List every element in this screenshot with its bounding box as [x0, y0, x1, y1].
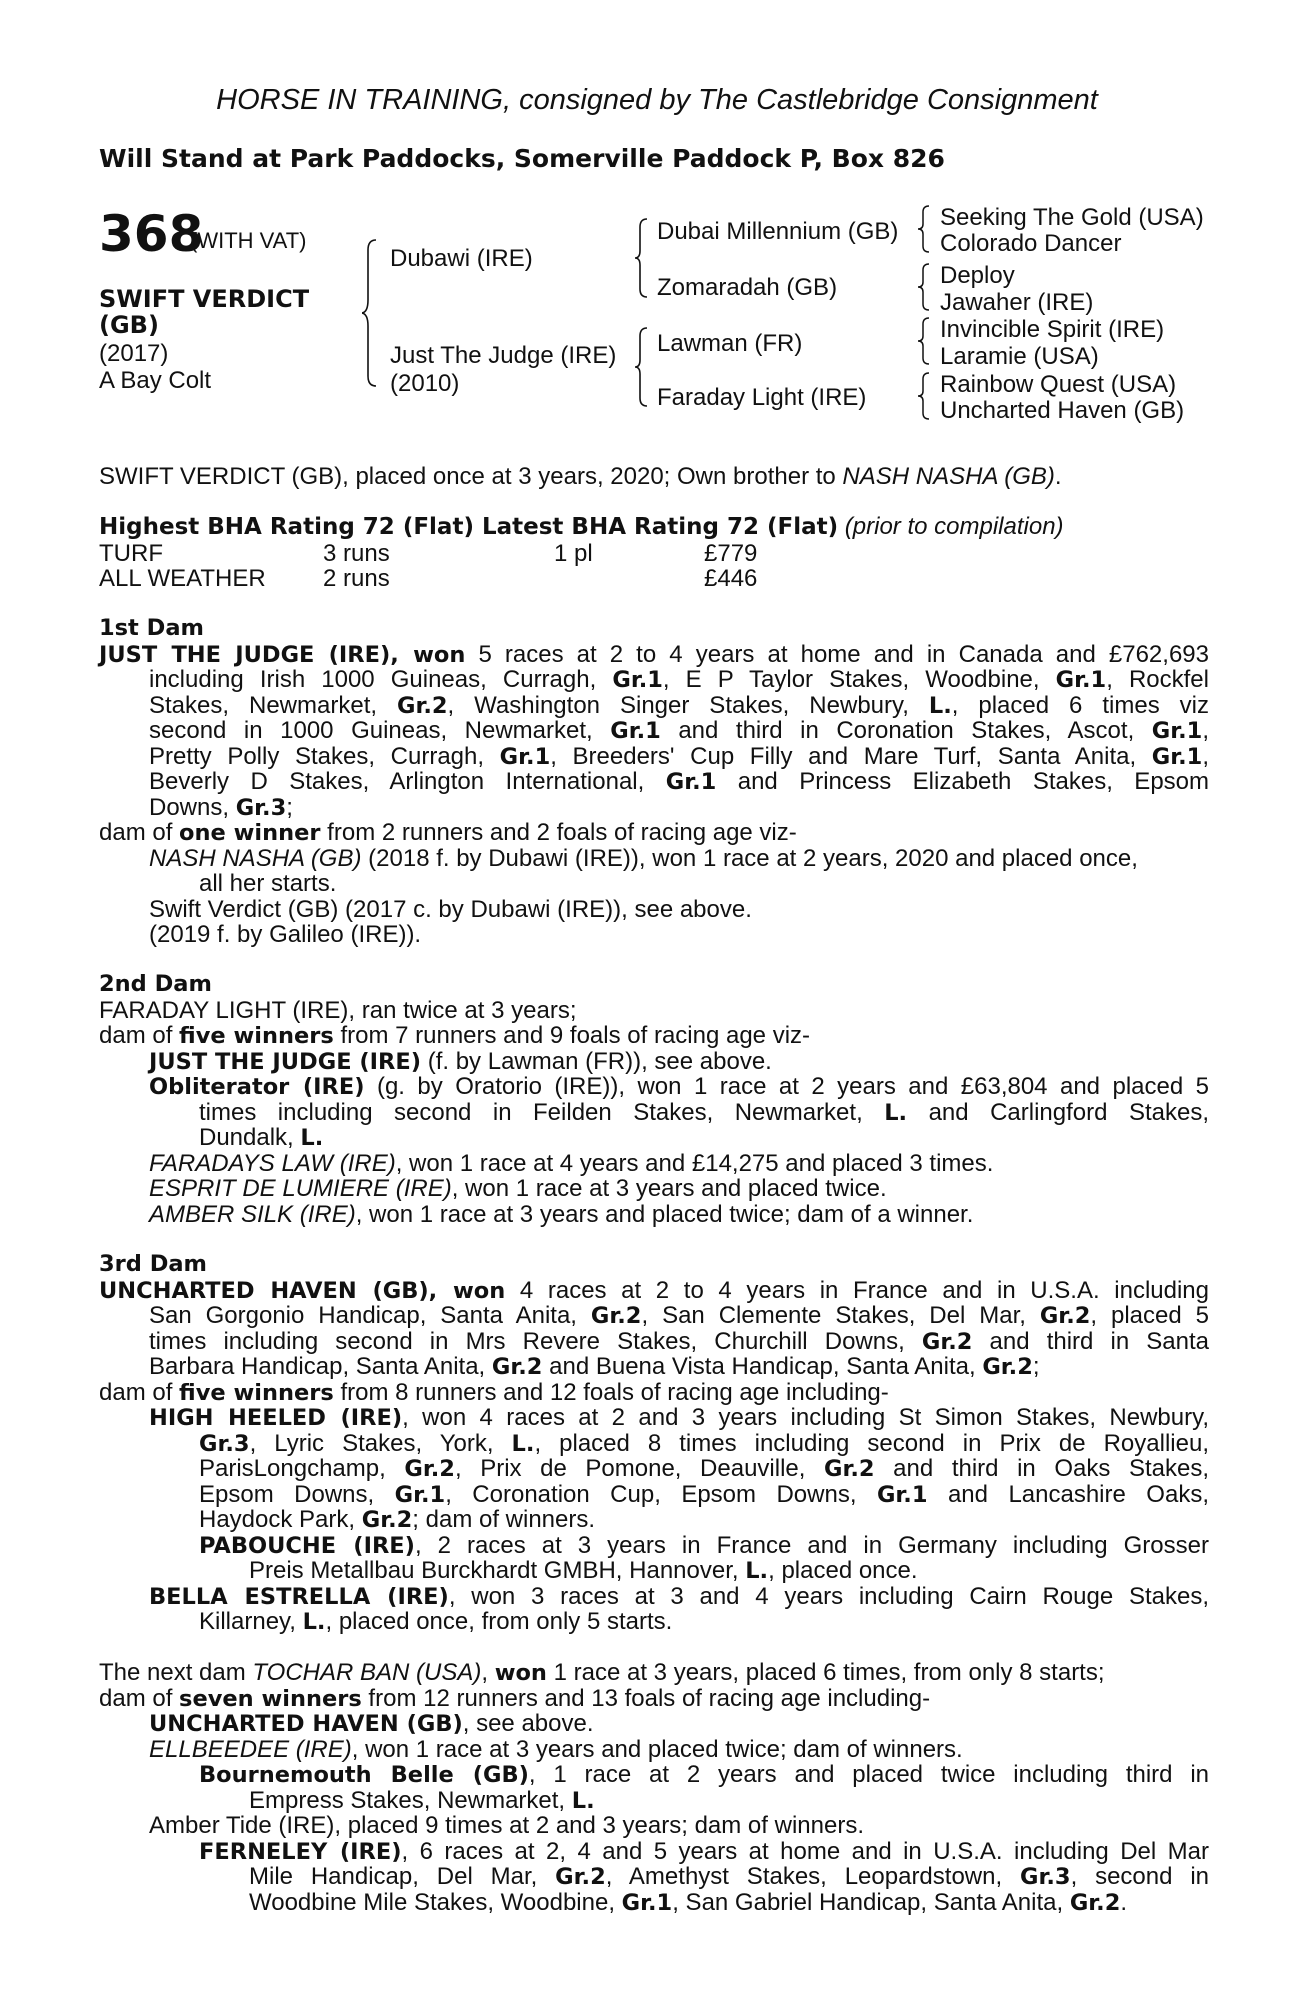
- text-span: L.: [884, 1099, 908, 1126]
- pedigree-dam-year: (2010): [390, 370, 460, 397]
- pedigree-g2: Colorado Dancer: [940, 230, 1122, 257]
- text-line: [99, 1533, 1209, 1559]
- text-span: 4 races at 2 to 4 years in France and in U.S.A. including: [505, 1276, 1209, 1304]
- text-line: [99, 1431, 1209, 1457]
- text-line: Swift Verdict (GB) (2017 c. by Dubawi (IRE)), see above.: [149, 895, 752, 923]
- rating-prize-turf: £779: [704, 540, 758, 567]
- text-span: Gr.1: [499, 743, 551, 770]
- horse-year: (2017): [99, 340, 169, 367]
- text-line: [99, 769, 1209, 795]
- horse-name-line2: (GB): [99, 311, 159, 339]
- text-span: Beverly D Stakes, Arlington International,: [149, 768, 666, 795]
- text-line: [99, 1354, 1209, 1380]
- text-span: San Gorgonio Handicap, Santa Anita,: [149, 1302, 591, 1329]
- text-span: , won 1 race at 3 years and placed twice.: [451, 1175, 887, 1202]
- text-span: Gr.2: [590, 1303, 642, 1329]
- rating-surface-aw: ALL WEATHER: [99, 565, 266, 592]
- text-span: , won 1 race at 3 years and placed twice; dam of a winner.: [355, 1200, 974, 1228]
- pedigree-brace-g1: [918, 204, 932, 254]
- pedigree-brace-dam: [635, 326, 651, 408]
- pedigree-g1: Seeking The Gold (USA): [940, 204, 1204, 231]
- first-dam-section: [99, 616, 1209, 948]
- text-span: Gr.1: [665, 769, 717, 795]
- text-span: Gr.3: [1020, 1864, 1071, 1890]
- text-line: [99, 1278, 1209, 1304]
- text-span: , won 3 races at 3 and 4 years including Cairn Rouge Stakes,: [448, 1582, 1209, 1610]
- text-span: from 8 runners and 12 foals of racing age including-: [333, 1378, 889, 1406]
- text-span: Gr.1: [612, 667, 663, 693]
- text-span: , Lyric Stakes, York,: [249, 1429, 512, 1457]
- text-span: L.: [300, 1125, 324, 1151]
- pedigree-sire: Dubawi (IRE): [390, 245, 533, 272]
- horse-name-line1: SWIFT VERDICT: [99, 285, 310, 313]
- text-span: AMBER SILK (IRE): [149, 1200, 356, 1228]
- text-span: , Coronation Cup, Epsom Downs,: [445, 1480, 877, 1508]
- text-span: , Breeders' Cup Filly and Mare Turf, Santa Anita,: [550, 742, 1152, 770]
- text-span: HIGH HEELED (IRE): [149, 1405, 403, 1431]
- text-span: Gr.2: [824, 1456, 875, 1482]
- text-span: L.: [745, 1558, 769, 1584]
- text-span: times including second in Feilden Stakes, Newmarket,: [199, 1098, 885, 1126]
- text-span: (prior to compilation): [844, 513, 1064, 540]
- text-span: Gr.2: [1039, 1303, 1091, 1329]
- text-span: (g. by Oratorio (IRE)), won 1 race at 2 years and £63,804 and placed 5: [364, 1073, 1209, 1100]
- text-span: 1 race at 3 years, placed 6 times, from only 8 starts;: [546, 1659, 1105, 1686]
- text-span: won: [494, 1660, 547, 1686]
- text-line: [99, 1405, 1209, 1431]
- text-span: Preis Metallbau Burckhardt GMBH, Hannover,: [249, 1557, 746, 1584]
- text-span: dam of: [99, 1378, 180, 1406]
- text-span: from 7 runners and 9 foals of racing age viz-: [333, 1022, 811, 1049]
- text-span: Gr.2: [491, 1354, 543, 1380]
- text-line: [99, 1125, 1209, 1151]
- text-span: Gr.3: [235, 794, 287, 821]
- text-span: ESPRIT DE LUMIERE (IRE): [149, 1175, 452, 1202]
- text-span: Gr.1: [876, 1481, 928, 1508]
- text-span: dam of: [99, 819, 180, 846]
- text-span: ,: [1202, 717, 1210, 744]
- text-line: [99, 1303, 1209, 1329]
- text-line: [99, 1100, 1209, 1126]
- rating-surface-turf: TURF: [99, 540, 163, 567]
- pedigree-brace-g2: [918, 262, 932, 312]
- text-span: Epsom Downs,: [199, 1480, 395, 1508]
- pedigree-sire-sire: Dubai Millennium (GB): [657, 218, 899, 245]
- text-span: and Princess Elizabeth Stakes, Epsom: [716, 768, 1209, 795]
- text-span: ; dam of winners.: [412, 1506, 596, 1533]
- text-span: , placed 5: [1090, 1302, 1209, 1329]
- text-span: ;: [1032, 1353, 1040, 1380]
- text-span: including Irish 1000 Guineas, Curragh,: [149, 666, 613, 693]
- text-span: Woodbine Mile Stakes, Woodbine,: [249, 1888, 622, 1916]
- text-span: 5 races at 2 to 4 years at home and in Canada and £762,693: [465, 640, 1209, 668]
- text-span: , 2 races at 3 years in France and in Germany including Grosser: [414, 1531, 1209, 1559]
- pedigree-g7: Rainbow Quest (USA): [940, 371, 1177, 398]
- text-line: [99, 1482, 1209, 1508]
- pedigree-dam-sire: Lawman (FR): [657, 330, 803, 357]
- text-span: Gr.2: [404, 1456, 455, 1482]
- text-span: Barbara Handicap, Santa Anita,: [149, 1353, 492, 1380]
- text-span: SWIFT VERDICT (GB), placed once at 3 years, 2020; Own brother to: [99, 463, 843, 490]
- text-span: , 6 races at 2, 4 and 5 years at home and in U.S.A. including Del Mar: [401, 1837, 1209, 1865]
- third-dam-section: [99, 1252, 1209, 1635]
- text-span: , Washington Singer Stakes, Newbury,: [447, 691, 929, 719]
- text-line: [99, 1329, 1209, 1355]
- text-span: and Buena Vista Handicap, Santa Anita,: [542, 1353, 983, 1380]
- text-line: [99, 1609, 1209, 1635]
- text-span: Stakes, Newmarket,: [149, 691, 397, 719]
- text-line: [99, 1023, 1209, 1049]
- rating-prize-aw: £446: [704, 565, 758, 592]
- text-line: FARADAY LIGHT (IRE), ran twice at 3 years;: [99, 996, 577, 1024]
- text-span: NASH NASHA (GB): [149, 844, 362, 872]
- text-span: Gr.2: [361, 1507, 413, 1533]
- text-span: , Rockfel: [1106, 666, 1209, 693]
- stand-location: Will Stand at Park Paddocks, Somerville Paddock P, Box 826: [99, 144, 945, 173]
- text-line: [99, 1507, 1209, 1533]
- pedigree-dam-dam: Faraday Light (IRE): [657, 384, 867, 411]
- text-span: The next dam: [99, 1659, 253, 1686]
- text-span: five winners: [179, 1023, 334, 1049]
- text-span: Gr.1: [610, 718, 661, 744]
- text-span: Haydock Park,: [199, 1506, 362, 1533]
- section-heading: 1st Dam: [99, 615, 204, 641]
- text-line: [99, 693, 1209, 719]
- text-line: [99, 1074, 1209, 1100]
- text-span: , see above.: [462, 1710, 594, 1737]
- text-span: FARADAYS LAW (IRE): [149, 1149, 396, 1177]
- text-span: , San Gabriel Handicap, Santa Anita,: [672, 1888, 1070, 1916]
- text-span: , won 1 race at 3 years and placed twice; dam of winners.: [351, 1735, 963, 1763]
- text-span: from 2 runners and 2 foals of racing age viz-: [320, 819, 797, 846]
- pedigree-brace-g3: [918, 316, 932, 366]
- summary-line: [99, 464, 1062, 490]
- text-span: , placed 8 times including second in Prix de Royallieu,: [534, 1429, 1209, 1457]
- rating-placed-turf: 1 pl: [554, 540, 593, 567]
- text-span: Dundalk,: [199, 1124, 301, 1151]
- text-line: Amber Tide (IRE), placed 9 times at 2 and 3 years; dam of winners.: [149, 1812, 864, 1839]
- text-span: JUST THE JUDGE (IRE): [149, 1048, 422, 1075]
- rating-runs-turf: 3 runs: [323, 540, 390, 567]
- text-span: ,: [1202, 742, 1210, 770]
- second-dam-section: [99, 972, 1209, 1227]
- pedigree-g8: Uncharted Haven (GB): [940, 397, 1185, 424]
- text-line: [99, 1711, 1209, 1737]
- horse-name: [99, 286, 329, 338]
- text-span: five winners: [179, 1379, 334, 1406]
- text-line: [99, 642, 1209, 668]
- page-title: HORSE IN TRAINING, consigned by The Castlebridge Consignment: [216, 84, 1098, 116]
- text-line: [99, 1380, 1209, 1406]
- pedigree-g5: Invincible Spirit (IRE): [940, 316, 1165, 343]
- text-line: [99, 1176, 1209, 1202]
- text-span: , San Clemente Stakes, Del Mar,: [641, 1302, 1040, 1329]
- section-heading: 3rd Dam: [99, 1251, 207, 1277]
- text-span: Gr.2: [982, 1354, 1033, 1380]
- text-span: from 12 runners and 13 foals of racing age including-: [361, 1684, 931, 1712]
- text-span: and third in Oaks Stakes,: [874, 1455, 1210, 1482]
- text-span: , 1 race at 2 years and placed twice including third in: [528, 1761, 1209, 1788]
- pedigree-g4: Jawaher (IRE): [940, 289, 1094, 316]
- text-line: [99, 1558, 1209, 1584]
- text-span: NASH NASHA (GB): [842, 463, 1055, 490]
- text-span: (f. by Lawman (FR)), see above.: [421, 1047, 772, 1075]
- text-line: [99, 846, 1209, 872]
- text-line: [99, 1049, 1209, 1075]
- text-span: Gr.2: [396, 692, 448, 719]
- text-span: seven winners: [179, 1685, 362, 1712]
- text-line: [99, 667, 1209, 693]
- text-span: , won 4 races at 2 and 3 years including St Simon Stakes, Newbury,: [402, 1404, 1209, 1431]
- text-line: [99, 744, 1209, 770]
- text-span: , second in: [1070, 1863, 1210, 1890]
- text-span: UNCHARTED HAVEN (GB), won: [99, 1277, 506, 1304]
- text-span: Killarney,: [199, 1608, 303, 1635]
- pedigree-brace-sire: [635, 217, 651, 299]
- text-span: , E P Taylor Stakes, Woodbine,: [662, 666, 1056, 693]
- text-line: [99, 1202, 1209, 1228]
- text-span: Gr.2: [555, 1864, 606, 1890]
- text-span: Gr.3: [199, 1430, 250, 1457]
- text-span: one winner: [179, 820, 321, 846]
- text-span: PABOUCHE (IRE): [199, 1532, 415, 1559]
- text-line: [99, 1788, 1209, 1814]
- pedigree-g3: Deploy: [940, 262, 1015, 289]
- text-line: [99, 718, 1209, 744]
- text-span: ParisLongchamp,: [199, 1455, 405, 1482]
- text-line: [99, 1660, 1209, 1686]
- text-line: all her starts.: [199, 870, 337, 897]
- text-span: and third in Coronation Stakes, Ascot,: [660, 717, 1152, 744]
- text-span: TOCHAR BAN (USA): [252, 1659, 482, 1686]
- pedigree-brace-main: [362, 238, 382, 388]
- pedigree-dam: Just The Judge (IRE): [390, 342, 617, 369]
- text-span: second in 1000 Guineas, Newmarket,: [149, 717, 611, 744]
- text-span: and Carlingford Stakes,: [907, 1098, 1209, 1126]
- pedigree-brace-g4: [918, 371, 932, 421]
- next-dam-section: [99, 1660, 1209, 1915]
- text-span: Bournemouth Belle (GB): [199, 1762, 529, 1788]
- text-span: and Lancashire Oaks,: [927, 1480, 1209, 1508]
- text-span: ;: [286, 793, 293, 821]
- text-span: , won 1 race at 4 years and £14,275 and placed 3 times.: [395, 1149, 994, 1177]
- text-span: ,: [481, 1659, 495, 1686]
- text-span: dam of: [99, 1022, 180, 1049]
- text-span: , placed once, from only 5 starts.: [325, 1608, 673, 1635]
- text-span: , Prix de Pomone, Deauville,: [454, 1455, 825, 1482]
- text-line: [99, 1890, 1209, 1916]
- text-span: times including second in Mrs Revere Stakes, Churchill Downs,: [149, 1327, 922, 1355]
- section-heading: 2nd Dam: [99, 971, 212, 997]
- text-span: Gr.1: [621, 1889, 673, 1916]
- text-span: Gr.1: [394, 1481, 446, 1508]
- text-line: [99, 1456, 1209, 1482]
- pedigree-g6: Laramie (USA): [940, 343, 1099, 370]
- text-span: Gr.2: [921, 1328, 973, 1355]
- text-span: Empress Stakes, Newmarket,: [249, 1786, 572, 1814]
- text-span: BELLA ESTRELLA (IRE): [149, 1583, 449, 1610]
- rating-heading: [99, 514, 1064, 541]
- text-span: .: [1054, 463, 1062, 490]
- horse-description: A Bay Colt: [99, 367, 212, 394]
- pedigree-sire-dam: Zomaradah (GB): [657, 274, 838, 301]
- text-span: Pretty Polly Stakes, Curragh,: [149, 742, 500, 770]
- rating-runs-aw: 2 runs: [323, 565, 390, 592]
- text-span: Gr.1: [1151, 718, 1203, 744]
- text-span: (2018 f. by Dubawi (IRE)), won 1 race at 2 years, 2020 and placed once,: [361, 844, 1138, 872]
- text-span: FERNELEY (IRE): [199, 1838, 402, 1865]
- text-span: , placed once.: [768, 1557, 918, 1584]
- text-span: Downs,: [149, 793, 236, 821]
- lot-number: 368: [99, 205, 204, 263]
- text-span: L.: [571, 1787, 595, 1814]
- text-line: [99, 820, 1209, 846]
- text-line: (2019 f. by Galileo (IRE)).: [149, 921, 422, 948]
- text-line: [99, 1151, 1209, 1177]
- text-span: Obliterator (IRE): [149, 1074, 365, 1100]
- text-span: , Amethyst Stakes, Leopardstown,: [605, 1863, 1020, 1890]
- text-span: Highest BHA Rating 72 (Flat) Latest BHA Rating 72 (Flat): [99, 514, 839, 540]
- text-span: and third in Santa: [972, 1327, 1209, 1355]
- text-span: .: [1120, 1888, 1128, 1916]
- text-span: JUST THE JUDGE (IRE), won: [99, 641, 466, 668]
- text-span: Gr.2: [1069, 1889, 1121, 1916]
- text-span: UNCHARTED HAVEN (GB): [149, 1711, 463, 1737]
- text-line: [99, 1864, 1209, 1890]
- text-line: [99, 1686, 1209, 1712]
- text-span: Mile Handicap, Del Mar,: [249, 1863, 556, 1890]
- text-span: , placed 6 times viz: [951, 691, 1209, 719]
- text-span: L.: [302, 1609, 326, 1635]
- text-line: [99, 795, 1209, 821]
- text-line: [99, 1839, 1209, 1865]
- text-span: Gr.1: [1055, 667, 1107, 693]
- vat-label: (WITH VAT): [190, 228, 307, 253]
- text-span: dam of: [99, 1684, 180, 1712]
- text-line: [99, 1762, 1209, 1788]
- text-line: [99, 1584, 1209, 1610]
- text-span: L.: [511, 1430, 535, 1457]
- text-span: ELLBEEDEE (IRE): [149, 1735, 352, 1763]
- text-span: L.: [928, 692, 952, 719]
- text-line: [99, 1737, 1209, 1763]
- text-span: Gr.1: [1151, 743, 1203, 770]
